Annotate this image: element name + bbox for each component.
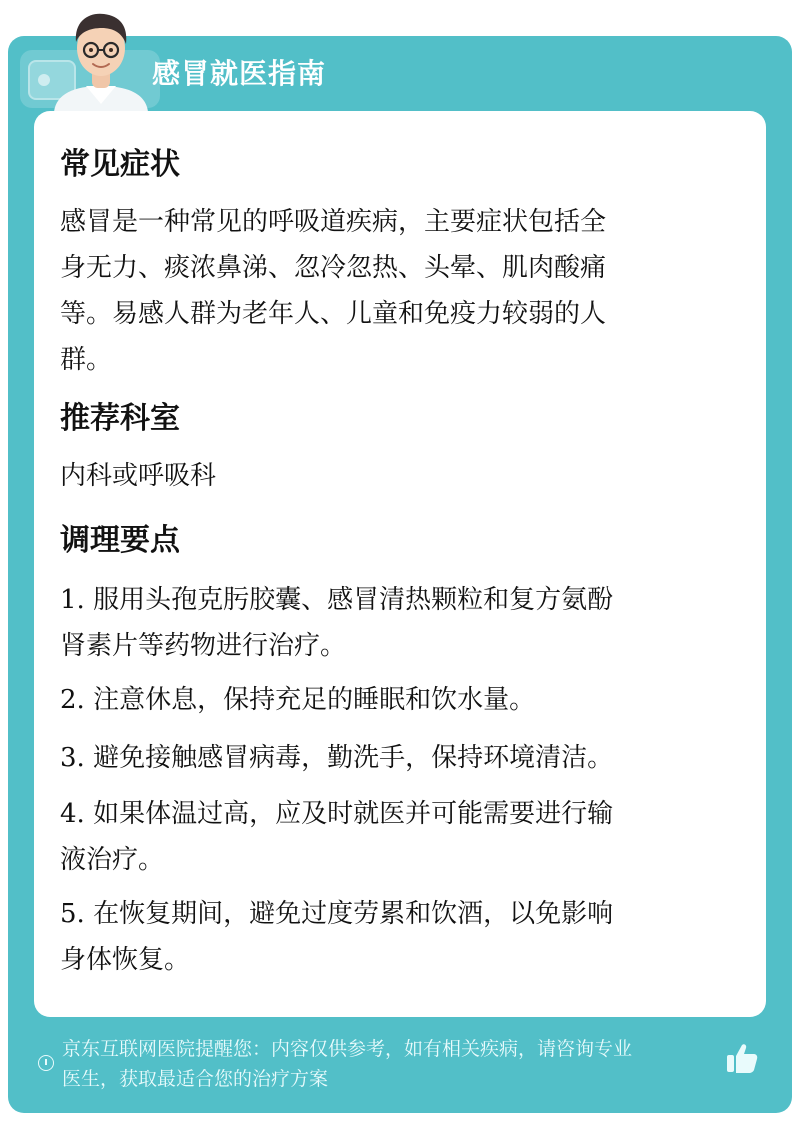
info-icon xyxy=(38,1055,54,1071)
care-item-2: 2. 注意休息，保持充足的睡眠和饮水量。 xyxy=(60,685,536,715)
symptoms-text: 感冒是一种常见的呼吸道疾病，主要症状包括全 身无力、痰浓鼻涕、忽冷忽热、头晕、肌肉酸痛 等。易感人群为老年人、儿童和免疫力较弱的人 群。 xyxy=(60,207,607,375)
section-heading-symptoms: 常见症状 xyxy=(60,147,180,182)
department-text: 内科或呼吸科 xyxy=(60,461,217,491)
care-item-4: 4. 如果体温过高，应及时就医并可能需要进行输 液治疗。 xyxy=(60,799,614,875)
thumbs-up-icon[interactable] xyxy=(724,1040,760,1076)
doctor-avatar-icon xyxy=(46,6,156,112)
section-heading-care: 调理要点 xyxy=(60,523,180,558)
care-item-3: 3. 避免接触感冒病毒，勤洗手，保持环境清洁。 xyxy=(60,743,614,773)
section-heading-department: 推荐科室 xyxy=(60,401,180,436)
content-card xyxy=(34,111,766,1017)
care-item-5: 5. 在恢复期间，避免过度劳累和饮酒，以免影响 身体恢复。 xyxy=(60,899,614,975)
care-item-1: 1. 服用头孢克肟胶囊、感冒清热颗粒和复方氨酚 肾素片等药物进行治疗。 xyxy=(60,585,614,661)
footer-disclaimer: 京东互联网医院提醒您：内容仅供参考，如有相关疾病，请咨询专业 医生，获取最适合您的治疗方案 xyxy=(62,1038,633,1090)
page-title: 感冒就医指南 xyxy=(152,57,327,90)
